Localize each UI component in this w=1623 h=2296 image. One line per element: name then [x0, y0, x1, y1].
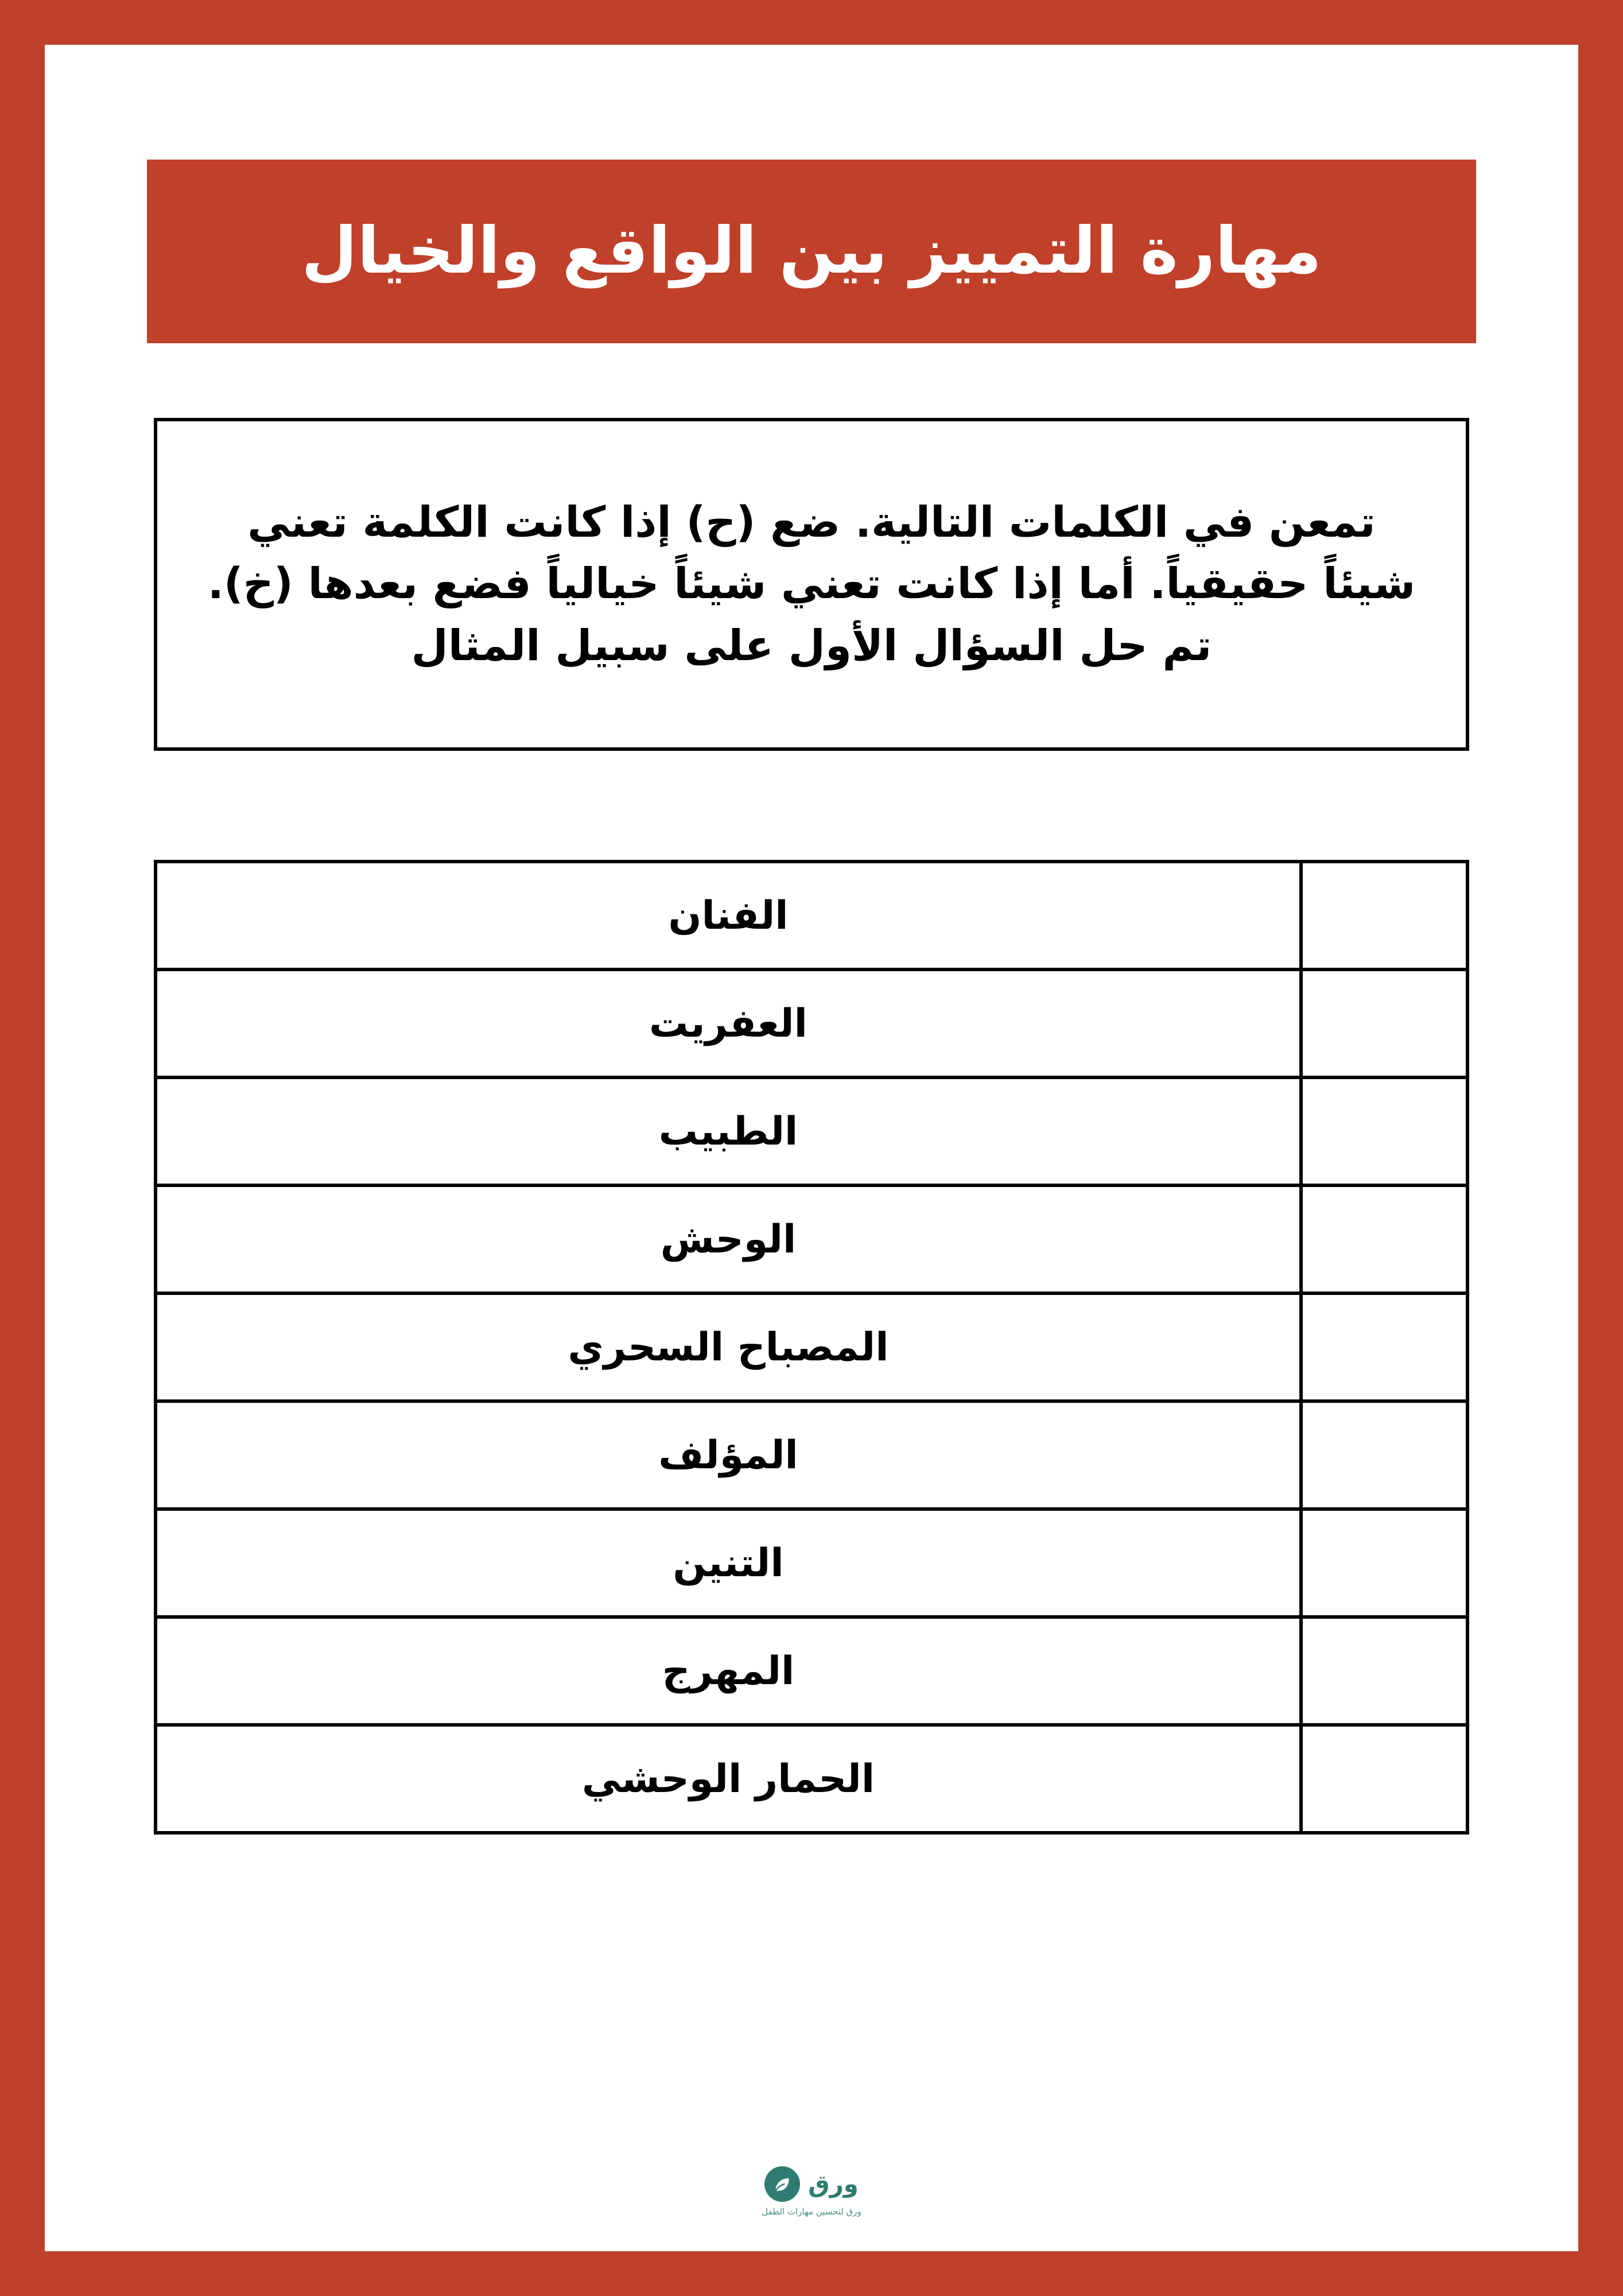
table-row [156, 1077, 1467, 1185]
answer-cell[interactable] [1301, 1725, 1467, 1833]
table-row [156, 1185, 1467, 1293]
word-cell: المؤلف [156, 1401, 1301, 1509]
words-table [154, 860, 1469, 1835]
answer-cell[interactable] [1301, 1185, 1467, 1293]
answer-cell[interactable] [1301, 1509, 1467, 1617]
word-cell: المصباح السحري [156, 1293, 1301, 1401]
worksheet-sheet [45, 45, 1578, 2251]
word-cell: التنين [156, 1509, 1301, 1617]
instructions-text: تمعن في الكلمات التالية. ضع (ح) إذا كانت الكلمة تعني شيئاً حقيقياً. أما إذا كانت تعني شيئاً خيالياً فضع بعدها (خ). تم حل السؤال الأول على سبيل المثال [207, 498, 1416, 670]
title-banner [147, 160, 1476, 343]
table-row [156, 862, 1467, 969]
table-row [156, 1725, 1467, 1833]
word-cell: العفريت [156, 969, 1301, 1077]
word-cell: المهرج [156, 1617, 1301, 1725]
word-cell: الفنان [156, 862, 1301, 969]
table-row [156, 1401, 1467, 1509]
logo-text: ورق [808, 2170, 859, 2198]
table-row [156, 969, 1467, 1077]
answer-cell[interactable] [1301, 969, 1467, 1077]
page-title: مهارة التمييز بين الواقع والخيال [301, 214, 1322, 289]
answer-cell[interactable] [1301, 1617, 1467, 1725]
table-row [156, 1293, 1467, 1401]
answer-cell[interactable] [1301, 1077, 1467, 1185]
table-row [156, 1509, 1467, 1617]
words-table-body [156, 862, 1467, 1833]
brand-logo [764, 2166, 859, 2202]
word-cell: الحمار الوحشي [156, 1725, 1301, 1833]
word-cell: الطبيب [156, 1077, 1301, 1185]
table-row [156, 1617, 1467, 1725]
answer-cell[interactable] [1301, 862, 1467, 969]
leaf-icon [764, 2166, 800, 2202]
answer-cell[interactable] [1301, 1401, 1467, 1509]
footer [45, 2166, 1578, 2217]
instructions-box [154, 418, 1469, 751]
word-cell: الوحش [156, 1185, 1301, 1293]
answer-cell[interactable] [1301, 1293, 1467, 1401]
logo-subtitle: ورق لتحسين مهارات الطفل [762, 2206, 861, 2217]
